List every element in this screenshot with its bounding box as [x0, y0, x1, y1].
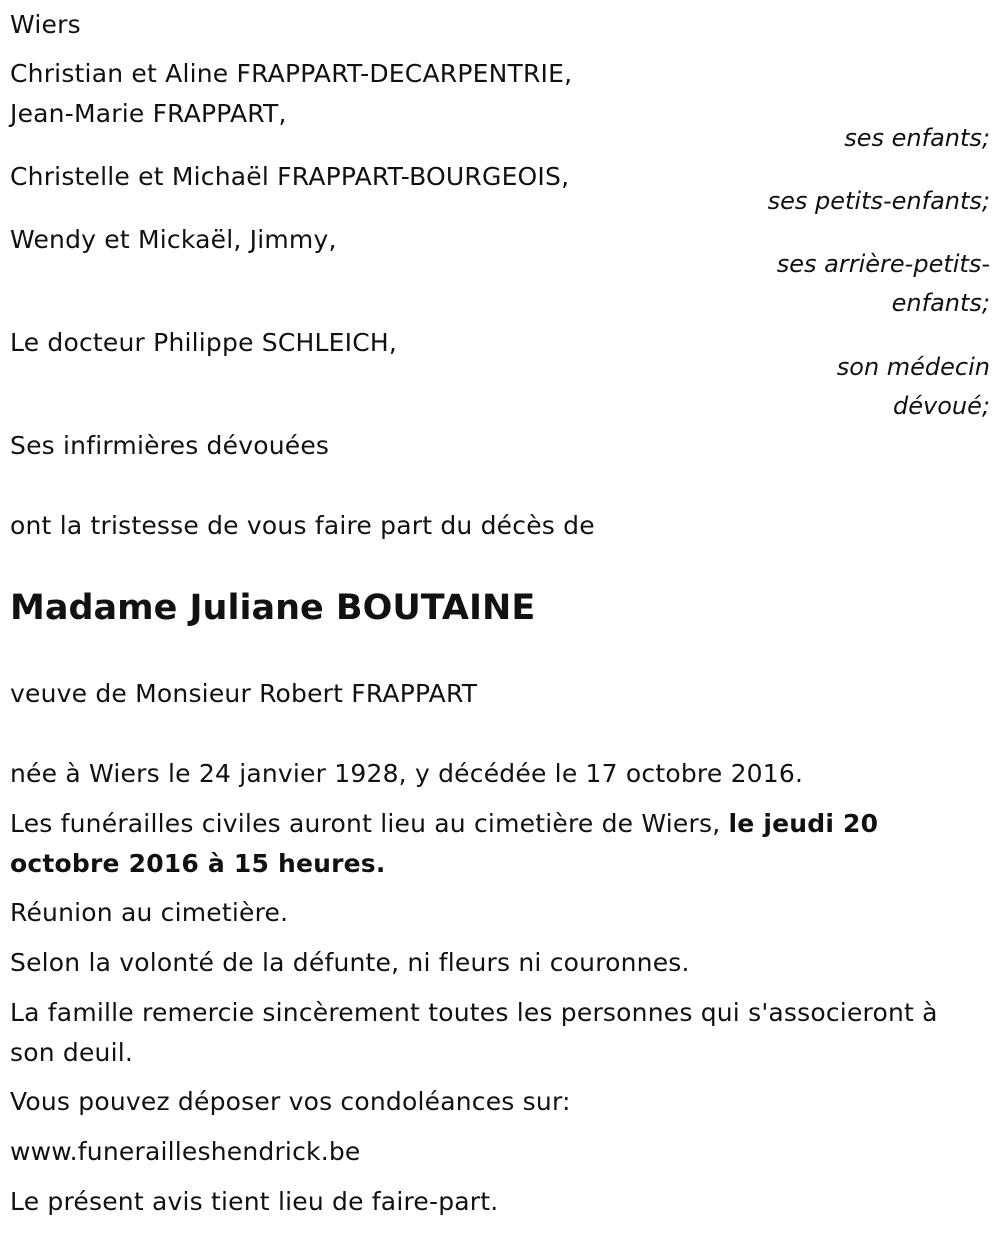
doctor-role-line-2: dévoué;: [893, 392, 990, 420]
children-line-1: Christian et Aline FRAPPART-DECARPENTRIE,: [10, 59, 573, 88]
deceased-name: Madame Juliane BOUTAINE: [10, 588, 536, 628]
condolences: Vous pouvez déposer vos condoléances sur:: [10, 1087, 571, 1116]
great-grandchildren-role-line-1: ses arrière-petits-: [776, 250, 990, 278]
doctor: Le docteur Philippe SCHLEICH,: [10, 328, 398, 357]
funeral-line-1: [10, 805, 878, 843]
wishes: Selon la volonté de la défunte, ni fleurs ni couronnes.: [10, 948, 690, 977]
funeral-text: Les funérailles civiles auront lieu au cimetière de Wiers,: [10, 809, 729, 838]
thanks-line-2: son deuil.: [10, 1038, 134, 1067]
thanks-line-1: La famille remercie sincèrement toutes les personnes qui s'associeront à: [10, 998, 938, 1027]
children-line-2: Jean-Marie FRAPPART,: [10, 99, 287, 128]
doctor-role-line-1: son médecin: [836, 353, 990, 381]
birth-death: née à Wiers le 24 janvier 1928, y décédée le 17 octobre 2016.: [10, 759, 804, 788]
nurses: Ses infirmières dévouées: [10, 431, 330, 460]
grandchildren-role: ses petits-enfants;: [767, 187, 990, 215]
funeral-date-line-2: octobre 2016 à 15 heures.: [10, 849, 386, 878]
funeral-line-2: [10, 845, 386, 883]
grandchildren: Christelle et Michaël FRAPPART-BOURGEOIS,: [10, 162, 570, 191]
location: Wiers: [10, 10, 81, 39]
funeral-date-line-1: le jeudi 20: [728, 809, 879, 838]
announcement: ont la tristesse de vous faire part du décès de: [10, 511, 595, 540]
great-grandchildren: Wendy et Mickaël, Jimmy,: [10, 225, 337, 254]
great-grandchildren-role-line-2: enfants;: [891, 289, 990, 317]
website-link[interactable]: www.funerailleshendrick.be: [10, 1137, 361, 1166]
notice: Le présent avis tient lieu de faire-part.: [10, 1187, 499, 1216]
children-role: ses enfants;: [844, 124, 990, 152]
meeting: Réunion au cimetière.: [10, 898, 289, 927]
widow-of: veuve de Monsieur Robert FRAPPART: [10, 679, 478, 708]
